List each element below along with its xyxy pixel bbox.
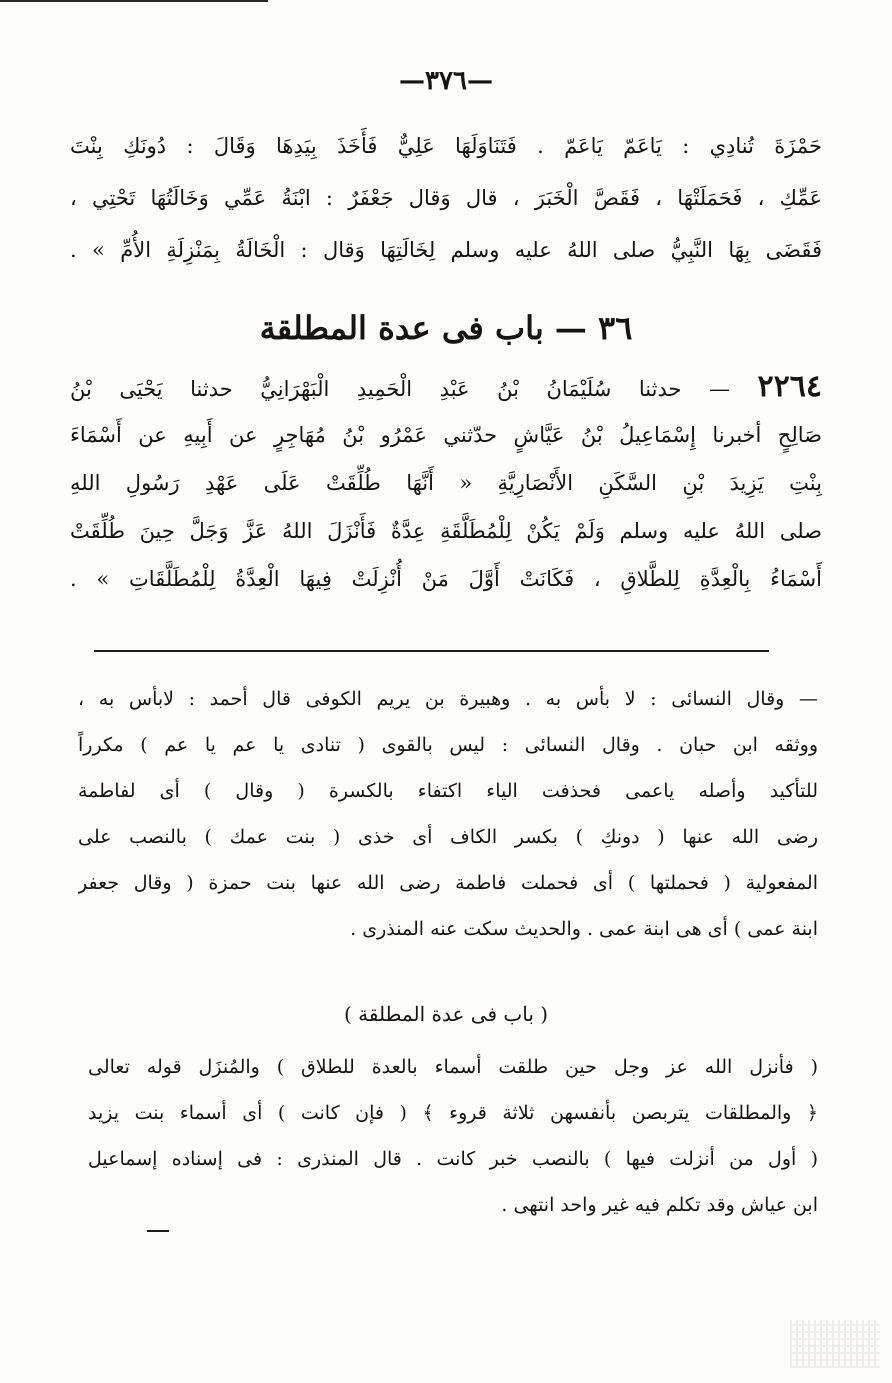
main-text-line: عَمِّكِ ، فَحَمَلَتْهَا ، فَقَصَّ الْخَبَرَ ، قال وَقال جَعْفَرٌ : ابْنَةُ عَمِّي وَخَالَتُهَا تَحْتِي ، (70, 186, 822, 210)
hadith-first-line (70, 363, 822, 411)
footnote-divider (94, 650, 769, 652)
commentary-line: رضى الله عنها ( دونكِ ) بكسر الكاف أى خذى ( بنت عمك ) بالنصب على (78, 826, 818, 848)
commentary (78, 676, 818, 952)
hadith-line: بِنْتِ يَزِيدَ بْنِ السَّكَنِ الأَنْصَارِيَّةِ « أَنَّهَا طُلِّقَتْ عَلَى عَهْدِ رَسُولِ اللهِ (70, 471, 822, 495)
commentary-line: للتأكيد وأصله ياعمى فحذفت الياء اكتفاء بالكسرة ( وقال ) أى لفاطمة (78, 780, 818, 802)
end-mark-dash (147, 1230, 169, 1232)
commentary-line: ابنة عمى ) أى هى ابنة عمى . والحديث سكت عنه المنذرى . (350, 918, 818, 940)
hadith-line: صَالِحٍ أخبرنا إِسْمَاعِيلُ بْنُ عَيَّاشٍ حدّثني عَمْرُو بْنُ مُهَاجِرٍ عن أَبِيهِ عن أَسْمَاءَ (70, 423, 822, 447)
commentary-2-line: ( فأنزل الله عز وجل حين طلقت أسماء بالعدة للطلاق ) والمُنزَل قوله تعالى (88, 1056, 818, 1078)
main-text-line: فَقَضَى بِهَا النَّبِيُّ صلى اللهُ عليه وسلم لِخَالَتِهَا وَقال : الْخَالَةُ بِمَنْزِلَةِ الأُمِّ » . (70, 238, 822, 262)
main-text-line: حَمْزَةَ تُنادِي : يَاعَمّ يَاعَمّ . فَتَنَاوَلَهَا عَلِيٌّ فَأَخَذَ بِيَدِهَا وَقَالَ : دُونَكِ بِنْتَ (70, 134, 822, 158)
sub-chapter-heading: ( باب فى عدة المطلقة ) (343, 1002, 549, 1026)
hadith-line: أَسْمَاءُ بِالْعِدَّةِ لِلطَّلاقِ ، فَكَانَتْ أَوَّلَ مَنْ أُنْزِلَتْ فِيهَا الْعِدَّةُ لِلْمُطَلَّقَاتِ » . (70, 567, 822, 591)
commentary-line: ووثقه ابن حبان . وقال النسائى : ليس بالقوى ( تنادى يا عم يا عم ) مكرراً (78, 734, 818, 756)
commentary-line: — وقال النسائى : لا بأس به . وهبيرة بن يريم الكوفى قال أحمد : لابأس به ، (78, 688, 818, 710)
hadith-first-line-text: — حدثنا سُلَيْمَانُ بْنُ عَبْدِ الْحَمِيدِ الْبَهْرَانِيُّ حدثنا يَحْيَى بْنُ (70, 377, 758, 401)
commentary-2-line: ﴿ والمطلقات يتربصن بأنفسهن ثلاثة قروء ﴾ ( فإن كانت ) أى أسماء بنت يزيد (88, 1102, 818, 1124)
commentary-2-line: ابن عياش وقد تكلم فيه غير واحد انتهى . (501, 1194, 818, 1216)
hadith-text (70, 363, 822, 603)
chapter-heading: ٣٦ — باب فى عدة المطلقة (259, 309, 633, 347)
hadith-number: ٢٢٦٤ (757, 369, 822, 404)
top-edge-rule (0, 0, 268, 2)
page-number: —٣٧٦— (399, 66, 493, 96)
main-text (70, 120, 822, 276)
hadith-line: صلى اللهُ عليه وسلم وَلَمْ يَكُنْ لِلْمُطَلَّقَةِ عِدَّةٌ فَأَنْزَلَ اللهُ عَزَّ وَجَلَّ حِينَ طُلِّقَتْ (70, 519, 822, 543)
commentary-line: المفعولية ( فحملتها ) أى فحملت فاطمة رضى الله عنها بنت حمزة ( وقال جعفر (78, 872, 818, 894)
scan-artifact (790, 1320, 880, 1368)
commentary-2-line: ( أول من أنزلت فيها ) بالنصب خبر كانت . قال المنذرى : فى إسناده إسماعيل (88, 1148, 818, 1170)
commentary-2 (88, 1044, 818, 1228)
